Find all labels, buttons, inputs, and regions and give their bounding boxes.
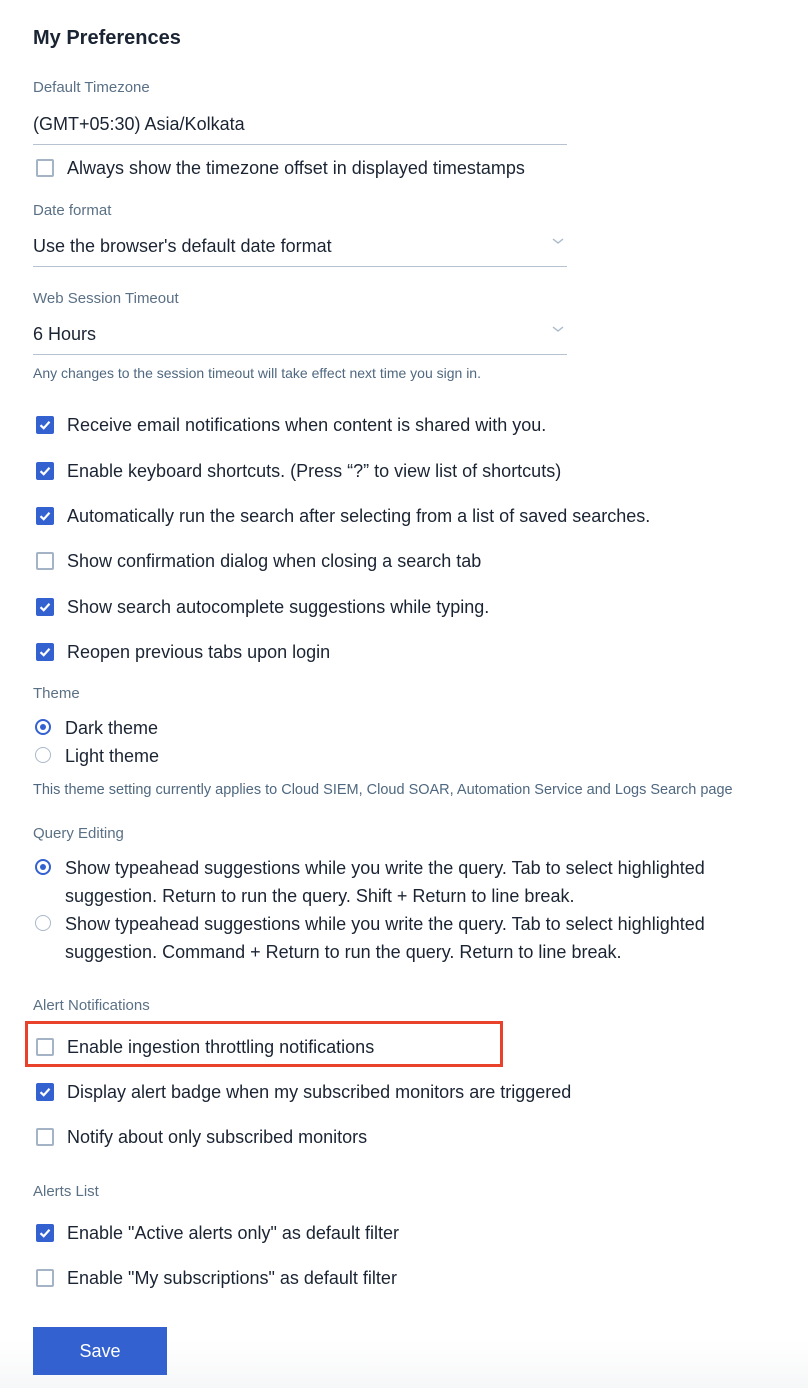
checkbox-label: Receive email notifications when content is shared with you. <box>67 414 547 435</box>
keyboard-shortcuts-checkbox[interactable] <box>36 460 561 482</box>
checkbox-label: Display alert badge when my subscribed monitors are triggered <box>67 1081 572 1102</box>
session-timeout-hint: Any changes to the session timeout will take effect next time you sign in. <box>33 365 481 381</box>
radio-selected-icon <box>35 719 51 735</box>
checkbox-label: Enable ingestion throttling notifications <box>67 1036 375 1057</box>
email-notifications-checkbox[interactable] <box>36 414 546 436</box>
radio-dark-theme[interactable] <box>35 714 158 742</box>
checkbox-label: Enable "My subscriptions" as default filter <box>67 1267 397 1288</box>
checkbox-unchecked-icon <box>36 1269 54 1287</box>
radio-label-line2: suggestion. Return to run the query. Shift + Return to line break. <box>65 886 575 906</box>
autocomplete-suggestions-checkbox[interactable] <box>36 596 489 618</box>
radio-unselected-icon <box>35 915 51 931</box>
checkbox-unchecked-icon <box>36 552 54 570</box>
ingestion-throttling-checkbox[interactable] <box>36 1036 374 1058</box>
checkbox-checked-icon <box>36 462 54 480</box>
checkbox-label: Show confirmation dialog when closing a search tab <box>67 550 482 571</box>
radio-label: Light theme <box>65 746 160 766</box>
checkbox-checked-icon <box>36 507 54 525</box>
checkbox-label: Show search autocomplete suggestions while typing. <box>67 596 490 617</box>
alert-notifications-label: Alert Notifications <box>33 997 150 1014</box>
reopen-tabs-checkbox[interactable] <box>36 641 330 663</box>
checkbox-unchecked-icon <box>36 1038 54 1056</box>
active-alerts-filter-checkbox[interactable] <box>36 1222 399 1244</box>
chevron-down-icon <box>551 234 565 248</box>
theme-hint: This theme setting currently applies to Cloud SIEM, Cloud SOAR, Automation Service and Logs Search page <box>33 782 733 798</box>
checkbox-unchecked-icon <box>36 1128 54 1146</box>
checkbox-label: Notify about only subscribed monitors <box>67 1126 368 1147</box>
subscribed-monitors-only-checkbox[interactable] <box>36 1126 367 1148</box>
radio-label-line1: Show typeahead suggestions while you write the query. Tab to select highlighted <box>65 858 705 878</box>
alerts-list-label: Alerts List <box>33 1183 99 1200</box>
checkbox-checked-icon <box>36 643 54 661</box>
query-editing-label: Query Editing <box>33 825 124 842</box>
auto-run-search-checkbox[interactable] <box>36 505 650 527</box>
chevron-down-icon <box>551 322 565 336</box>
session-timeout-label: Web Session Timeout <box>33 290 179 307</box>
checkbox-label: Reopen previous tabs upon login <box>67 641 331 662</box>
checkbox-label: Enable keyboard shortcuts. (Press “?” to view list of shortcuts) <box>67 460 562 481</box>
session-timeout-select[interactable] <box>33 320 567 355</box>
session-timeout-value: 6 Hours <box>33 324 97 344</box>
show-timezone-offset-checkbox[interactable] <box>36 157 525 179</box>
save-button[interactable]: Save <box>33 1327 167 1375</box>
page-title: My Preferences <box>33 27 181 49</box>
checkbox-label: Enable "Active alerts only" as default filter <box>67 1222 399 1243</box>
date-format-select[interactable] <box>33 232 567 267</box>
timezone-value: (GMT+05:30) Asia/Kolkata <box>33 114 245 134</box>
radio-query-editing-return[interactable] <box>35 854 705 910</box>
timezone-input[interactable] <box>33 110 567 145</box>
alert-badge-checkbox[interactable] <box>36 1081 571 1103</box>
date-format-label: Date format <box>33 202 112 219</box>
radio-label-line2: suggestion. Command + Return to run the query. Return to line break. <box>65 942 622 962</box>
checkbox-checked-icon <box>36 416 54 434</box>
timezone-label: Default Timezone <box>33 79 150 96</box>
checkbox-checked-icon <box>36 598 54 616</box>
date-format-value: Use the browser's default date format <box>33 236 332 256</box>
radio-selected-icon <box>35 859 51 875</box>
checkbox-checked-icon <box>36 1224 54 1242</box>
radio-label-line1: Show typeahead suggestions while you write the query. Tab to select highlighted <box>65 914 705 934</box>
radio-query-editing-command-return[interactable] <box>35 910 705 966</box>
radio-label: Dark theme <box>65 718 159 738</box>
checkbox-label: Automatically run the search after selecting from a list of saved searches. <box>67 505 651 526</box>
radio-light-theme[interactable] <box>35 742 159 770</box>
checkbox-unchecked-icon <box>36 159 54 177</box>
confirm-close-tab-checkbox[interactable] <box>36 550 481 572</box>
radio-unselected-icon <box>35 747 51 763</box>
checkbox-label: Always show the timezone offset in displayed timestamps <box>67 157 525 178</box>
radio-label <box>65 854 705 910</box>
checkbox-checked-icon <box>36 1083 54 1101</box>
theme-label: Theme <box>33 685 80 702</box>
radio-label <box>65 910 705 966</box>
my-subscriptions-filter-checkbox[interactable] <box>36 1267 397 1289</box>
